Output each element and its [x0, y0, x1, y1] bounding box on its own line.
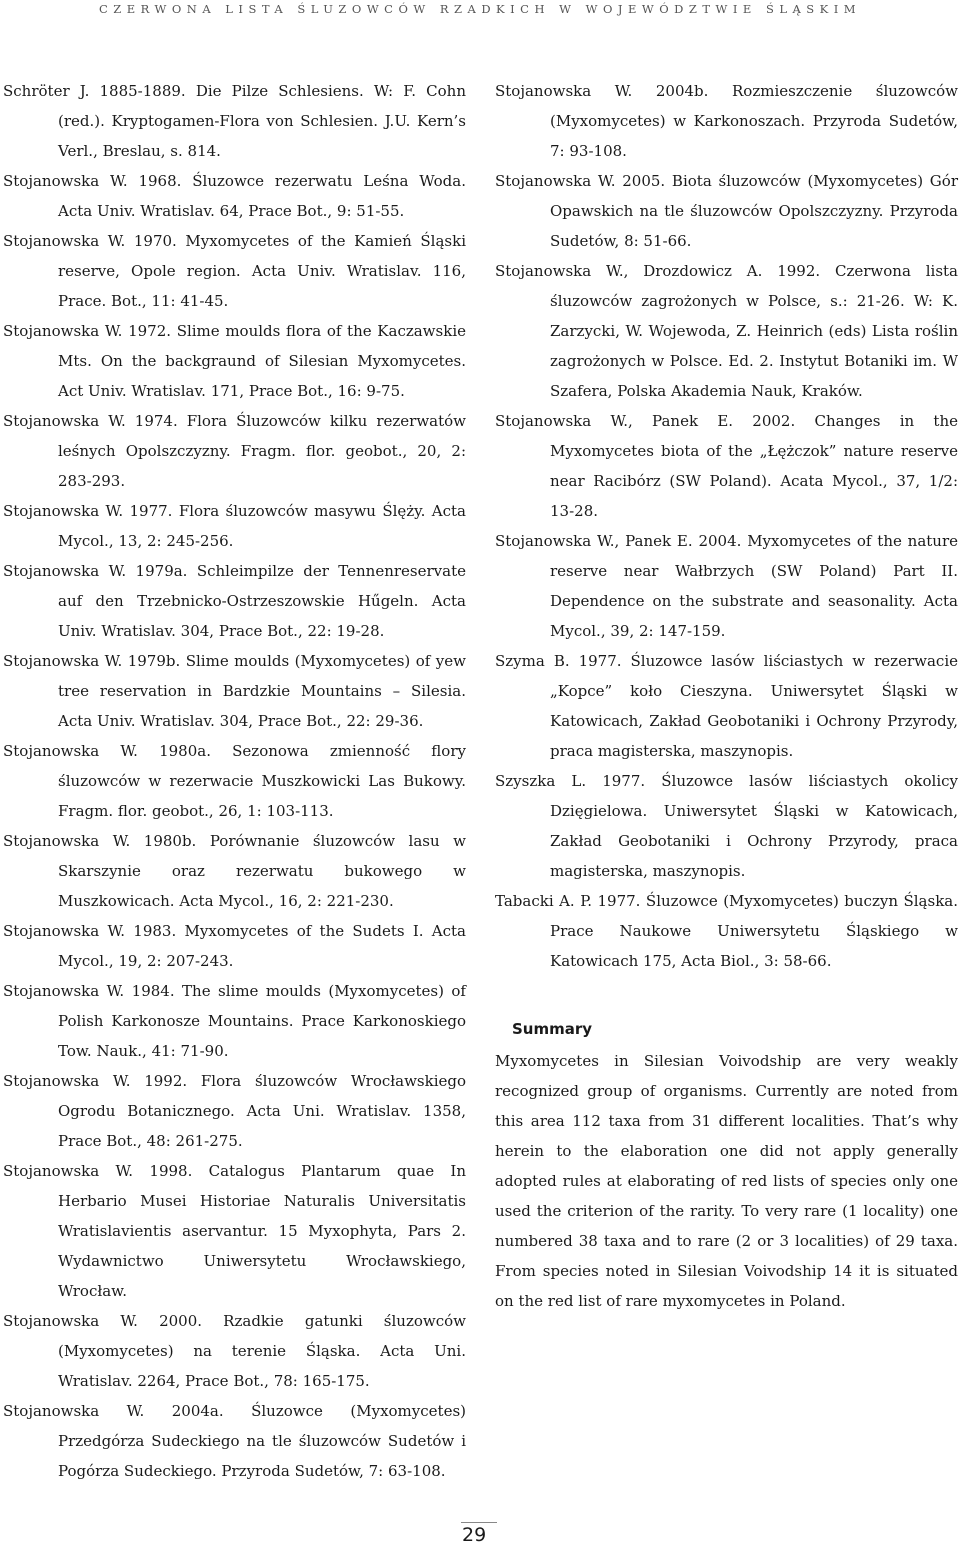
reference-entry: Stojanowska W. 2005. Biota śluzowców (Myxomycetes) Gór Opawskich na tle śluzowców Opolszczyzny. Przyroda Sudetów, 8: 51-66. [495, 172, 958, 250]
reference-entry: Schröter J. 1885-1889. Die Pilze Schlesiens. W: F. Cohn (red.). Kryptogamen-Flora von Schlesien. J.U. Kern’s Verl., Breslau, s. 814. [3, 82, 466, 160]
reference-entry: Stojanowska W. 1992. Flora śluzowców Wrocławskiego Ogrodu Botanicznego. Acta Uni. Wratislav. 1358, Prace Bot., 48: 261-275. [3, 1072, 466, 1150]
reference-entry: Stojanowska W. 2004b. Rozmieszczenie śluzowców (Myxomycetes) w Karkonoszach. Przyroda Sudetów, 7: 93-108. [495, 82, 958, 160]
summary-text: Myxomycetes in Silesian Voivodship are very weakly recognized group of organisms. Currently are noted from this area 112 taxa from 31 different localities. That’s why herein to the elaboration one did not apply generally adopted rules at elaborating of red lists of species only one used the criterion of the rarity. To very rare (1 locality) one numbered 38 taxa and to rare (2 or 3 localities) of 29 taxa. From species noted in Silesian Voivodship 14 it is situated on the red list of rare myxomycetes in Poland. [495, 1052, 958, 1310]
reference-entry: Stojanowska W. 1974. Flora Śluzowców kilku rezerwatów leśnych Opolszczyzny. Fragm. flor. geobot., 20, 2: 283-293. [3, 412, 466, 490]
reference-entry: Szyma B. 1977. Śluzowce lasów liściastych w rezerwacie „Kopce” koło Cieszyna. Uniwersytet Śląski w Katowicach, Zakład Geobotaniki i Ochrony Przyrody, praca magisterska, maszynopis. [495, 652, 958, 760]
reference-entry: Stojanowska W. 1983. Myxomycetes of the Sudets I. Acta Mycol., 19, 2: 207-243. [3, 922, 466, 970]
reference-entry: Stojanowska W. 1984. The slime moulds (Myxomycetes) of Polish Karkonosze Mountains. Prace Karkonoskiego Tow. Nauk., 41: 71-90. [3, 982, 466, 1060]
reference-entry: Tabacki A. P. 1977. Śluzowce (Myxomycetes) buczyn Śląska. Prace Naukowe Uniwersytetu Śląskiego w Katowicach 175, Acta Biol., 3: 58-66. [495, 892, 958, 970]
reference-entry: Stojanowska W. 1979b. Slime moulds (Myxomycetes) of yew tree reservation in Bardzkie Mountains – Silesia. Acta Univ. Wratislav. 304, Prace Bot., 22: 29-36. [3, 652, 466, 730]
reference-entry: Szyszka L. 1977. Śluzowce lasów liściastych okolicy Dzięgielowa. Uniwersytet Śląski w Katowicach, Zakład Geobotaniki i Ochrony Przyrody, praca magisterska, maszynopis. [495, 772, 958, 880]
reference-entry: Stojanowska W. 1980a. Sezonowa zmienność flory śluzowców w rezerwacie Muszkowicki Las Bukowy. Fragm. flor. geobot., 26, 1: 103-113. [3, 742, 466, 820]
references-left-column [3, 76, 466, 1486]
summary-heading: Summary [512, 1020, 593, 1038]
references-right-column [495, 76, 958, 1316]
reference-entry: Stojanowska W. 2004a. Śluzowce (Myxomycetes) Przedgórza Sudeckiego na tle śluzowców Sudetów i Pogórza Sudeckiego. Przyroda Sudetów, 7: 63-108. [3, 1402, 466, 1480]
reference-entry: Stojanowska W. 1977. Flora śluzowców masywu Ślęży. Acta Mycol., 13, 2: 245-256. [3, 502, 466, 550]
reference-entry: Stojanowska W. 1972. Slime moulds flora of the Kaczawskie Mts. On the backgraund of Silesian Myxomycetes. Act Univ. Wratislav. 171, Prace Bot., 16: 9-75. [3, 322, 466, 400]
reference-entry: Stojanowska W., Panek E. 2004. Myxomycetes of the nature reserve near Wałbrzych (SW Poland) Part II. Dependence on the substrate and seasonality. Acta Mycol., 39, 2: 147-159. [495, 532, 958, 640]
reference-entry: Stojanowska W. 1998. Catalogus Plantarum quae In Herbario Musei Historiae Naturalis Universitatis Wratislavientis aservantur. 15 Myxophyta, Pars 2. Wydawnictwo Uniwersytetu Wrocławskiego, Wrocław. [3, 1162, 466, 1300]
reference-entry: Stojanowska W. 2000. Rzadkie gatunki śluzowców (Myxomycetes) na terenie Śląska. Acta Uni. Wratislav. 2264, Prace Bot., 78: 165-175. [3, 1312, 466, 1390]
reference-entry: Stojanowska W. 1979a. Schleimpilze der Tennenreservate auf den Trzebnicko-Ostrzeszowskie Hűgeln. Acta Univ. Wratislav. 304, Prace Bot., 22: 19-28. [3, 562, 466, 640]
reference-entry: Stojanowska W. 1980b. Porównanie śluzowców lasu w Skarszynie oraz rezerwatu bukowego w Muszkowicach. Acta Mycol., 16, 2: 221-230. [3, 832, 466, 910]
reference-entry: Stojanowska W., Panek E. 2002. Changes in the Myxomycetes biota of the „Łężczok” nature reserve near Racibórz (SW Poland). Acata Mycol., 37, 1/2: 13-28. [495, 412, 958, 520]
reference-entry: Stojanowska W., Drozdowicz A. 1992. Czerwona lista śluzowców zagrożonych w Polsce, s.: 21-26. W: K. Zarzycki, W. Wojewoda, Z. Heinrich (eds) Lista roślin zagrożonych w Polsce. Ed. 2. Instytut Botaniki im. W Szafera, Polska Akademia Nauk, Kraków. [495, 262, 958, 400]
page-number: 29 [462, 1524, 487, 1546]
reference-entry: Stojanowska W. 1970. Myxomycetes of the Kamień Śląski reserve, Opole region. Acta Univ. Wratislav. 116, Prace. Bot., 11: 41-45. [3, 232, 466, 310]
running-header: CZERWONA LISTA ŚLUZOWCÓW RZADKICH W WOJEWÓDZTWIE ŚLĄSKIM [98, 2, 862, 16]
reference-entry: Stojanowska W. 1968. Śluzowce rezerwatu Leśna Woda. Acta Univ. Wratislav. 64, Prace Bot., 9: 51-55. [3, 172, 466, 220]
